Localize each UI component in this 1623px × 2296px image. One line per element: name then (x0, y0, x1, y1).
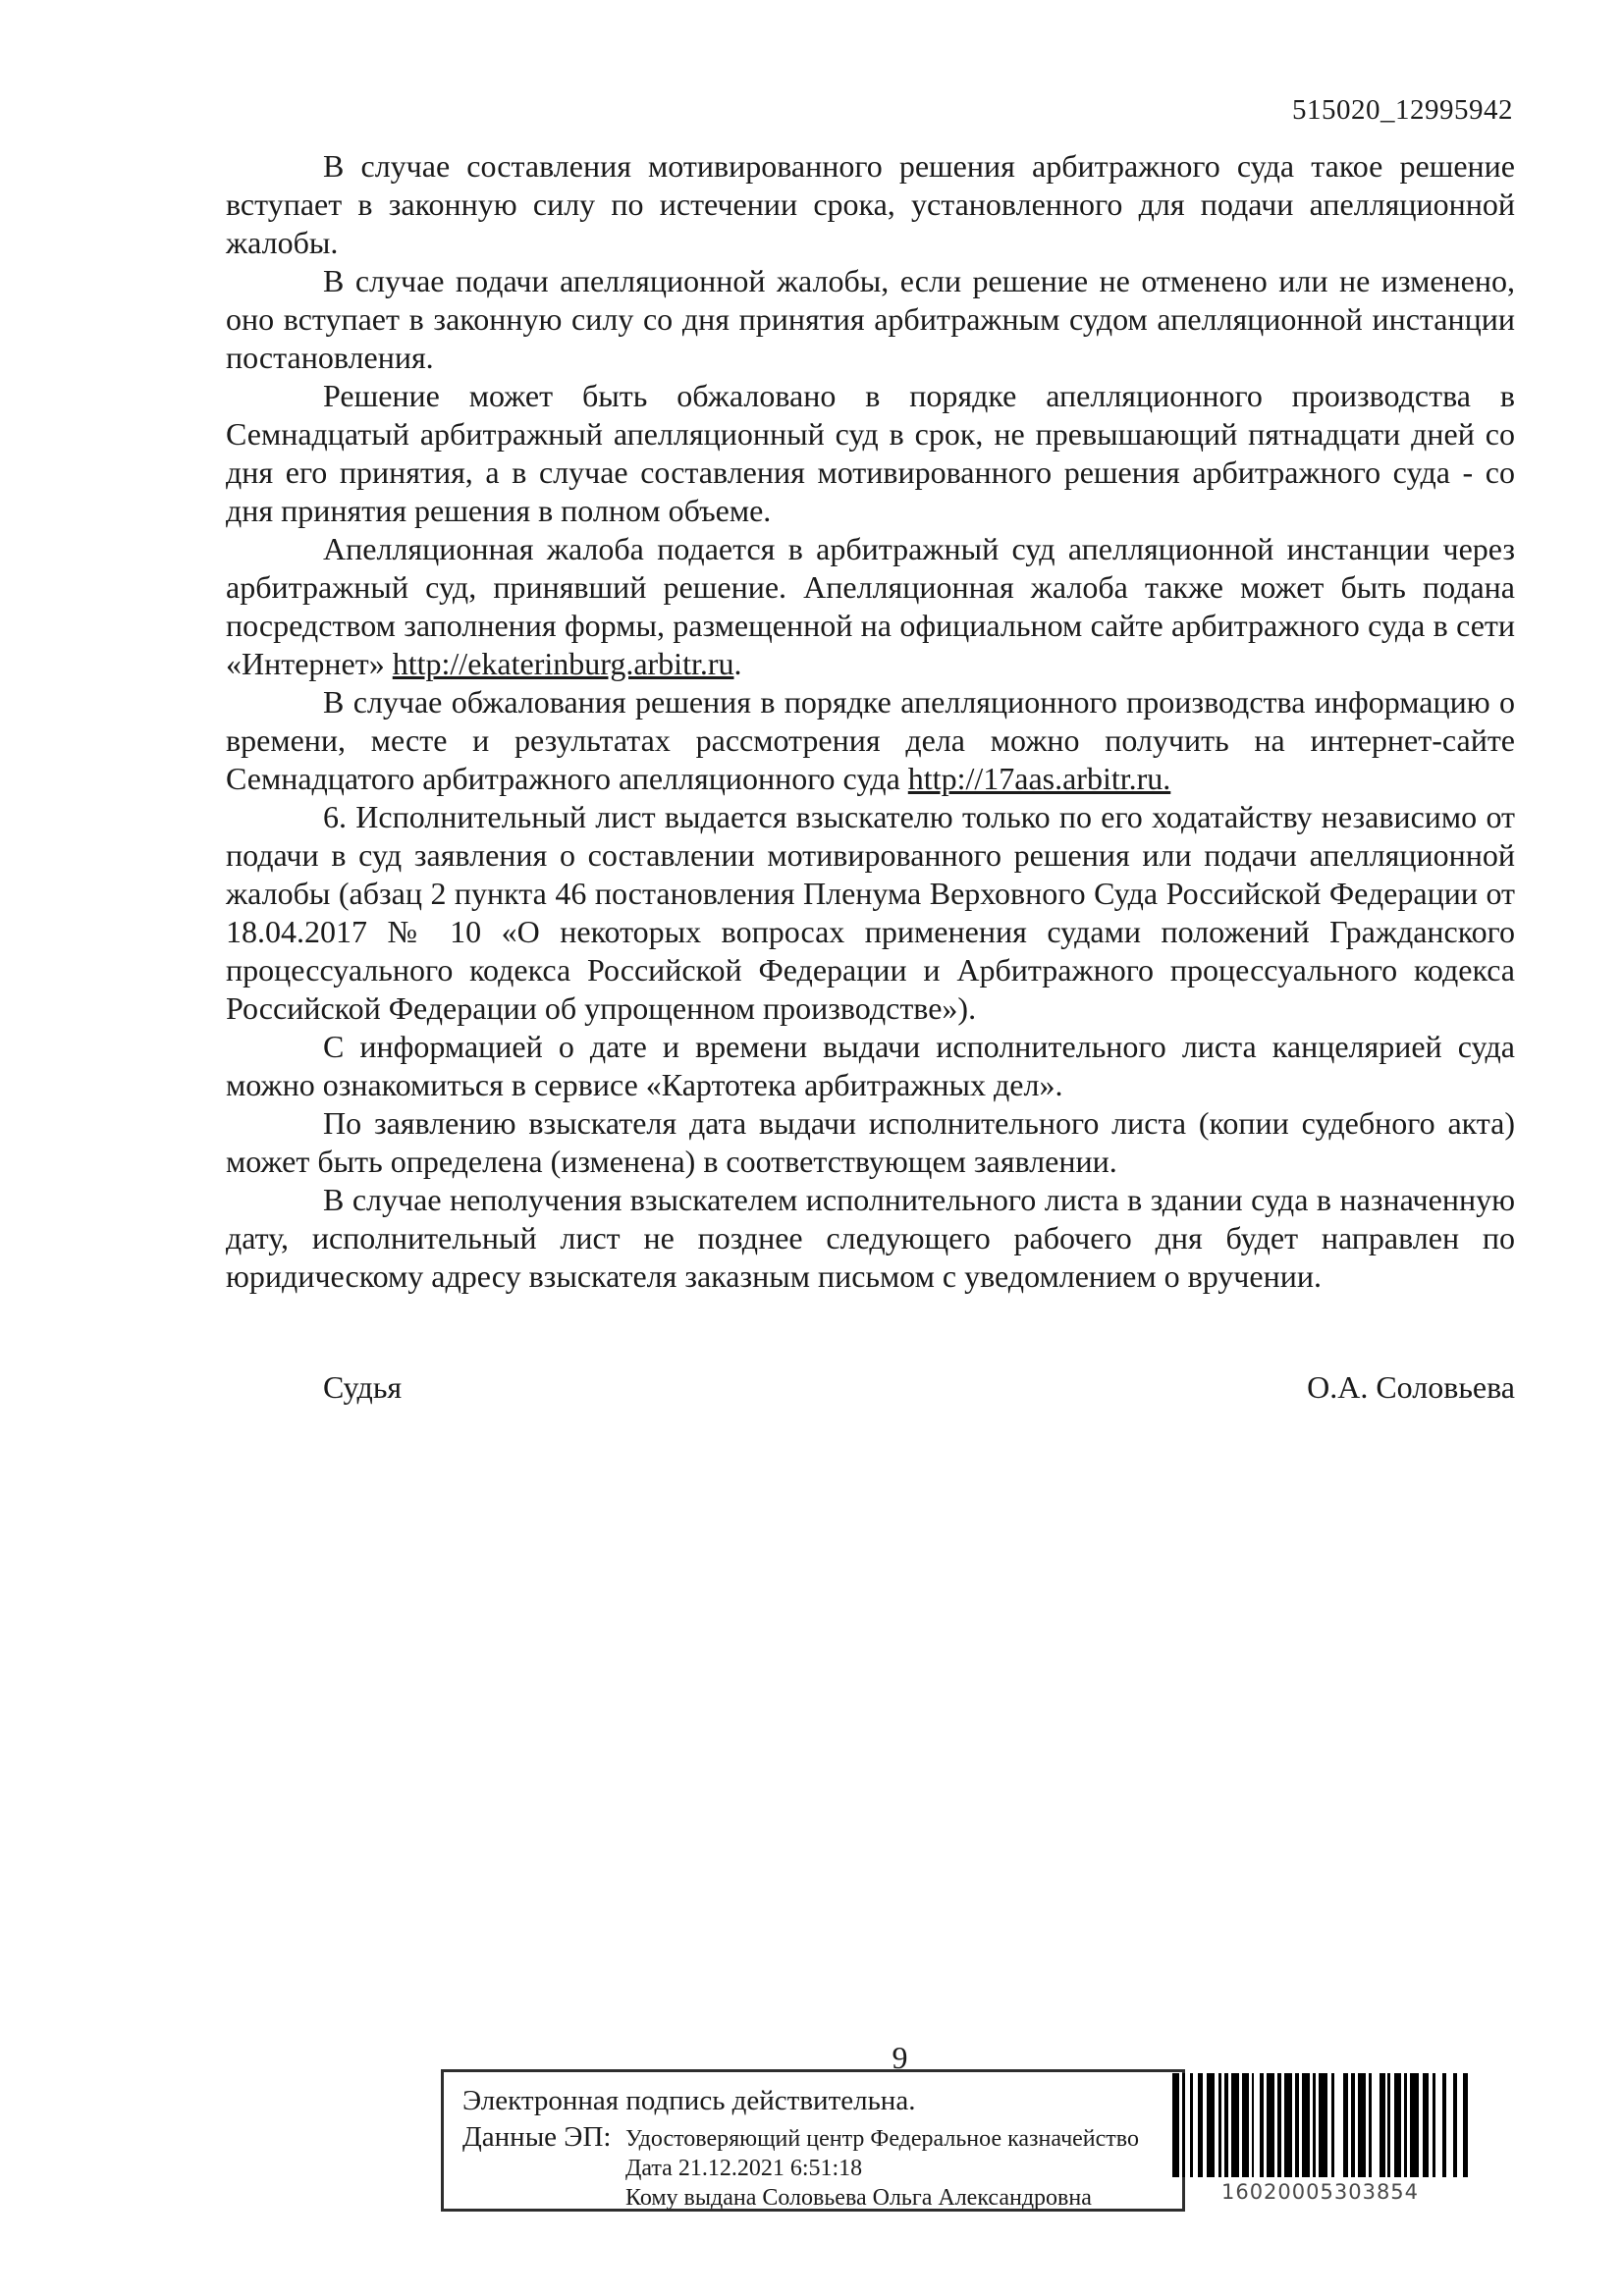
paragraph-text: . (733, 646, 742, 681)
page-number: 9 (892, 2040, 908, 2075)
signature-role: Судья (323, 1369, 403, 1405)
paragraph: В случае подачи апелляционной жалобы, если решение не отменено или не изменено, оно вступает в законную силу со дня принятия арбитражным судом апелляционной инстанции постановления. (226, 263, 1515, 375)
paragraph: В случае составления мотивированного решения арбитражного суда такое решение вступает в законную силу по истечении срока, установленного для подачи апелляционной жалобы. (226, 148, 1515, 260)
signature-row (226, 1368, 1515, 1407)
e-signature-stamp (441, 2069, 1185, 2212)
e-signature-issued-to: Кому выдана Соловьева Ольга Александровна (625, 2185, 1092, 2211)
paragraph: В случае неполучения взыскателем исполнительного листа в здании суда в назначенную дату, исполнительный лист не позднее следующего рабочего дня будет направлен по юридическому адресу взыскателя заказным письмом с уведомлением о вручении. (226, 1182, 1515, 1294)
ekaterinburg-arbitr-link[interactable]: http://ekaterinburg.arbitr.ru (392, 646, 734, 681)
document-number: 515020_12995942 (1292, 94, 1513, 126)
document-body (226, 147, 1515, 1407)
e-signature-details (625, 2124, 1139, 2213)
paragraph: С информацией о дате и времени выдачи исполнительного листа канцелярией суда можно ознакомиться в сервисе «Картотека арбитражных дел». (226, 1029, 1515, 1102)
barcode-bars (1172, 2073, 1468, 2177)
paragraph-text: Апелляционная жалоба подается в арбитражный суд апелляционной инстанции через арбитражный суд, принявший решение. Апелляционная жалоба также может быть подана посредством заполнения формы, размещенной на официальном сайте арбитражного суда в сети «Интернет» (226, 531, 1515, 681)
barcode-number: 16020005303854 (1220, 2180, 1420, 2204)
paragraph: Решение может быть обжаловано в порядке апелляционного производства в Семнадцатый арбитражный апелляционный суд в срок, не превышающий пятнадцати дней со дня его принятия, а в случае составления мотивированного решения арбитражного суда - со дня принятия решения в полном объеме. (226, 378, 1515, 528)
e-signature-date: Дата 21.12.2021 6:51:18 (625, 2156, 863, 2181)
paragraph: 6. Исполнительный лист выдается взыскателю только по его ходатайству независимо от подачи в суд заявления о составлении мотивированного решения или подачи апелляционной жалобы (абзац 2 пункта 46 постановления Пленума Верховного Суда Российской Федерации от 18.04.2017 № 10 «О некоторых вопросах применения судами положений Гражданского процессуального кодекса Российской Федерации и Арбитражного процессуального кодекса Российской Федерации об упрощенном производстве»). (226, 799, 1515, 1026)
e-signature-valid-text: Электронная подпись действительна. (462, 2085, 916, 2116)
signature-name: О.А. Соловьева (1307, 1369, 1515, 1405)
paragraph-text: В случае обжалования решения в порядке апелляционного производства информацию о времени, месте и результатах рассмотрения дела можно получить на интернет-сайте Семнадцатого арбитражного апелляционного суда (226, 684, 1515, 796)
paragraph (226, 683, 1515, 798)
e-signature-data-label: Данные ЭП: (462, 2121, 612, 2153)
paragraph (226, 530, 1515, 683)
e-signature-authority: Удостоверяющий центр Федеральное казначейство (625, 2126, 1139, 2152)
paragraph: По заявлению взыскателя дата выдачи исполнительного листа (копии судебного акта) может быть определена (изменена) в соответствующем заявлении. (226, 1105, 1515, 1179)
17aas-arbitr-link[interactable]: http://17aas.arbitr.ru. (907, 761, 1171, 796)
